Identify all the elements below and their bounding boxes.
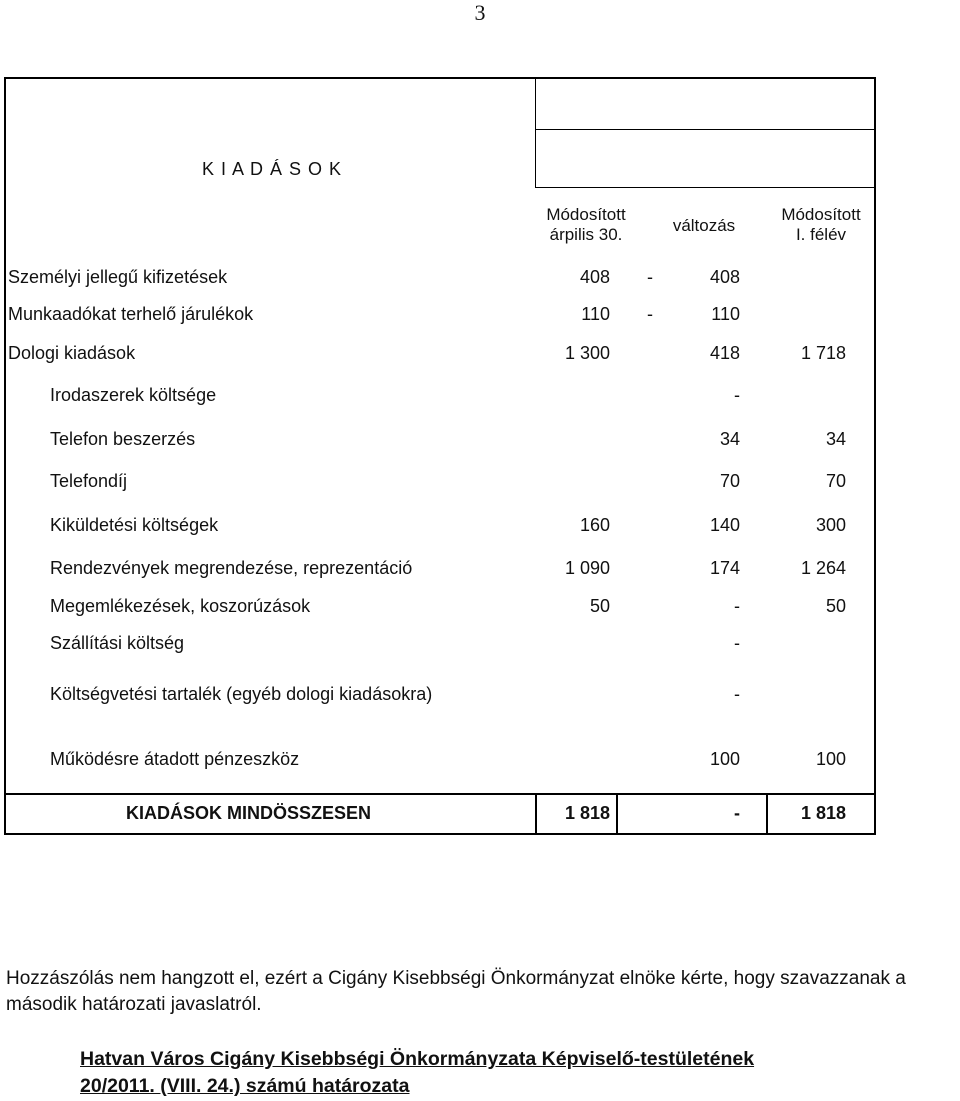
value-valtozas: 418 [709,343,740,363]
header-vline-1 [535,77,536,187]
expenses-table [4,77,876,835]
value-modositott-aprilis: 408 [579,267,610,287]
value-valtozas: 100 [709,749,740,769]
value-modositott-felev: 1 264 [800,558,846,578]
value-valtozas: - [734,596,740,616]
value-valtozas: 174 [709,558,740,578]
value-valtozas: 110 [711,304,740,324]
table-border-bottom [4,833,876,835]
value-modositott-aprilis: 1 300 [564,343,610,363]
col-header-line-2: I. félév [795,225,847,244]
value-modositott-felev: 100 [815,749,846,769]
row-label: Munkaadókat terhelő járulékok [8,304,254,324]
table-border-right [874,77,876,835]
resolution-title-line-1: Hatvan Város Cigány Kisebbségi Önkormányzata Képviselő-testületének [80,1048,755,1070]
value-modositott-aprilis: 50 [589,596,610,616]
value-valtozas: - [734,385,740,405]
row-label: Szállítási költség [50,633,185,653]
row-label: Megemlékezések, koszorúzások [50,596,311,616]
value-valtozas: 70 [719,471,740,491]
header-divider-upper [535,129,875,130]
total-row-divider [4,793,876,795]
total-value-felev: 1 818 [800,803,846,823]
row-label: Költségvetési tartalék (egyéb dologi kiadásokra) [50,684,433,704]
value-modositott-felev: 1 718 [800,343,846,363]
value-valtozas: 408 [709,267,740,287]
value-modositott-felev: 300 [815,515,846,535]
page-number: 3 [474,0,486,25]
value-valtozas: 140 [709,515,740,535]
table-title: K I A D Á S O K [202,159,343,179]
total-value-valtozas: - [734,803,740,823]
total-value-aprilis: 1 818 [564,803,610,823]
row-label: Irodaszerek költsége [50,385,217,405]
row-label: Kiküldetési költségek [50,515,219,535]
row-label: Működésre átadott pénzeszköz [50,749,300,769]
value-modositott-aprilis: 1 090 [564,558,610,578]
value-valtozas: - [734,684,740,704]
body-paragraph: Hozzászólás nem hangzott el, ezért a Cigány Kisebbségi Önkormányzat elnöke kérte, hogy szavazzanak a második határozati javaslatról. [6,968,906,1015]
row-label: Rendezvények megrendezése, reprezentáció [50,558,413,578]
table-border-left [4,77,6,835]
col-header-modositott-felev [770,205,872,245]
row-label: Telefondíj [50,471,128,491]
resolution-title-line-2: 20/2011. (VIII. 24.) számú határozata [80,1075,410,1097]
value-valtozas: 34 [719,429,740,449]
col-header-line-1: Módosított [546,205,626,224]
value-modositott-felev: 34 [825,429,846,449]
value-modositott-aprilis: 110 [581,304,610,324]
value-modositott-aprilis: 160 [579,515,610,535]
header-divider-lower [535,187,875,188]
value-modositott-felev: 50 [825,596,846,616]
value-valtozas-sign: - [647,267,653,287]
resolution-title [80,1046,940,1100]
col-header-line-2: árpilis 30. [549,225,623,244]
row-label: Dologi kiadások [8,343,136,363]
col-header-valtozas: változás [672,216,736,235]
value-valtozas-sign: - [647,304,653,324]
row-label: Telefon beszerzés [50,429,196,449]
col-header-modositott-aprilis [535,205,637,245]
value-valtozas: - [734,633,740,653]
value-modositott-felev: 70 [825,471,846,491]
row-label: Személyi jellegű kifizetések [8,267,228,287]
table-border-top [4,77,876,79]
col-header-line-1: Módosított [781,205,861,224]
total-label: KIADÁSOK MINDÖSSZESEN [126,803,372,823]
